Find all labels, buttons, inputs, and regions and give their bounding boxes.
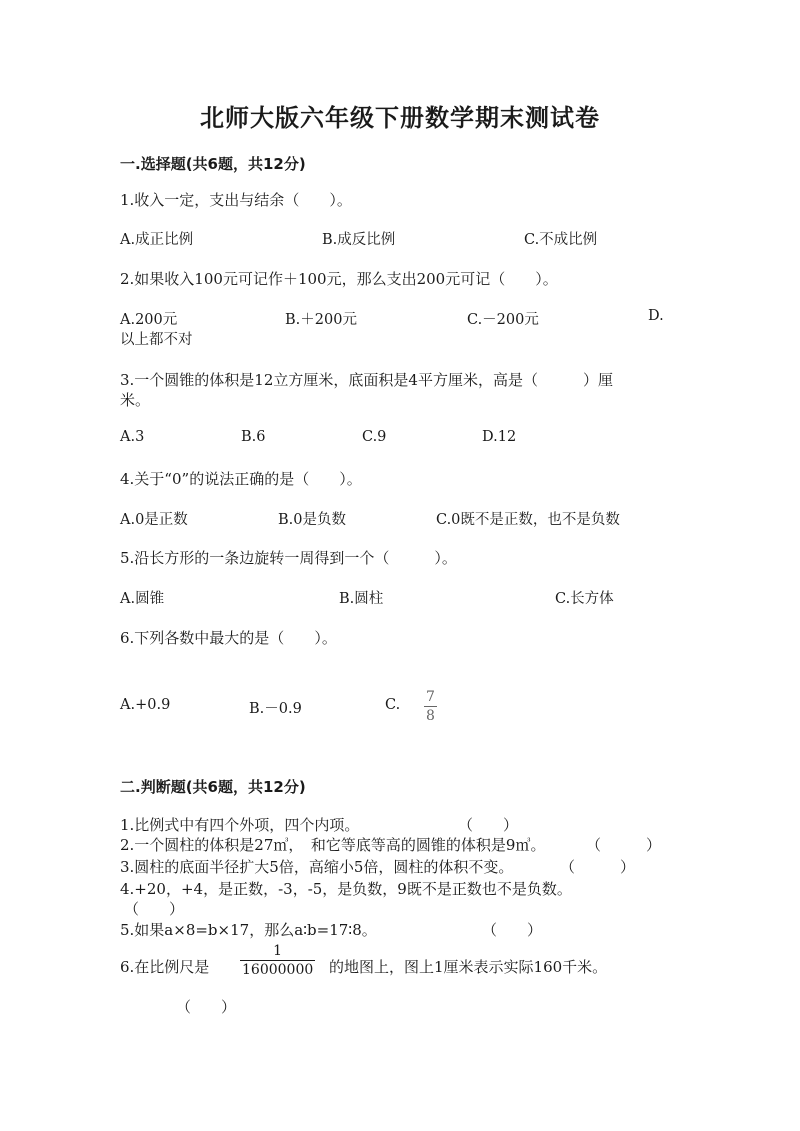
judgment-3-blank: （ ） bbox=[560, 858, 636, 876]
judgment-6-blank: （ ） bbox=[176, 998, 237, 1016]
option-5a: A.圆锥 bbox=[120, 591, 165, 607]
fraction-7-8 bbox=[424, 690, 437, 723]
option-5c: C.长方体 bbox=[555, 591, 614, 607]
option-3a: A.3 bbox=[120, 429, 145, 445]
fraction-denominator: 8 bbox=[426, 708, 435, 724]
option-1a: A.成正比例 bbox=[120, 232, 194, 248]
option-3b: B.6 bbox=[241, 429, 266, 445]
option-6a: A.+0.9 bbox=[120, 697, 171, 713]
option-6b: B.－0.9 bbox=[249, 701, 302, 717]
option-3c: C.9 bbox=[362, 429, 387, 445]
judgment-4: 4.+20，+4，是正数，-3，-5，是负数，9既不是正数也不是负数。 bbox=[120, 880, 572, 898]
judgment-1: 1.比例式中有四个外项，四个内项。 bbox=[120, 816, 360, 834]
judgment-3: 3.圆柱的底面半径扩大5倍，高缩小5倍，圆柱的体积不变。 bbox=[120, 858, 514, 876]
question-4: 4.关于“0”的说法正确的是（ ）。 bbox=[120, 470, 362, 488]
judgment-1-blank: （ ） bbox=[458, 816, 519, 834]
question-2: 2.如果收入100元可记作＋100元，那么支出200元可记（ ）。 bbox=[120, 270, 558, 288]
page-title: 北师大版六年级下册数学期末测试卷 bbox=[200, 104, 600, 132]
option-1c: C.不成比例 bbox=[524, 232, 598, 248]
fraction-numerator: 7 bbox=[426, 689, 435, 705]
judgment-5: 5.如果a×8=b×17，那么a∶b=17∶8。 bbox=[120, 921, 377, 939]
fraction-bar bbox=[424, 706, 437, 707]
option-2c: C.－200元 bbox=[467, 312, 539, 328]
question-1: 1.收入一定，支出与结余（ ）。 bbox=[120, 191, 352, 209]
option-4b: B.0是负数 bbox=[278, 512, 346, 528]
judgment-2-blank: （ ） bbox=[586, 836, 662, 854]
judgment-6-cont: 的地图上，图上1厘米表示实际160千米。 bbox=[329, 958, 608, 976]
question-5: 5.沿长方形的一条边旋转一周得到一个（ ）。 bbox=[120, 549, 457, 567]
question-3: 3.一个圆锥的体积是12立方厘米，底面积是4平方厘米，高是（ ）厘 bbox=[120, 371, 613, 389]
section-heading-choice: 一.选择题(共6题，共12分) bbox=[120, 155, 306, 173]
option-4a: A.0是正数 bbox=[120, 512, 188, 528]
fraction-bar bbox=[240, 960, 315, 961]
judgment-6: 6.在比例尺是 bbox=[120, 958, 210, 976]
judgment-5-blank: （ ） bbox=[482, 921, 543, 939]
option-1b: B.成反比例 bbox=[322, 232, 396, 248]
question-3-cont: 米。 bbox=[120, 391, 151, 409]
option-2a: A.200元 bbox=[120, 312, 178, 328]
option-2d-text: 以上都不对 bbox=[120, 332, 193, 348]
option-2d: D. bbox=[648, 308, 664, 324]
fraction-scale bbox=[240, 944, 315, 977]
option-2b: B.＋200元 bbox=[285, 312, 357, 328]
judgment-2: 2.一个圆柱的体积是27㎥， 和它等底等高的圆锥的体积是9㎥。 bbox=[120, 836, 546, 854]
judgment-4-blank: （ ） bbox=[124, 900, 185, 918]
option-6c: C. bbox=[385, 697, 401, 713]
fraction-numerator: 1 bbox=[273, 943, 283, 959]
question-6: 6.下列各数中最大的是（ ）。 bbox=[120, 629, 337, 647]
option-4c: C.0既不是正数，也不是负数 bbox=[436, 512, 620, 528]
option-5b: B.圆柱 bbox=[339, 591, 384, 607]
fraction-denominator: 16000000 bbox=[242, 962, 314, 978]
option-3d: D.12 bbox=[482, 429, 517, 445]
section-heading-judgment: 二.判断题(共6题，共12分) bbox=[120, 778, 306, 796]
